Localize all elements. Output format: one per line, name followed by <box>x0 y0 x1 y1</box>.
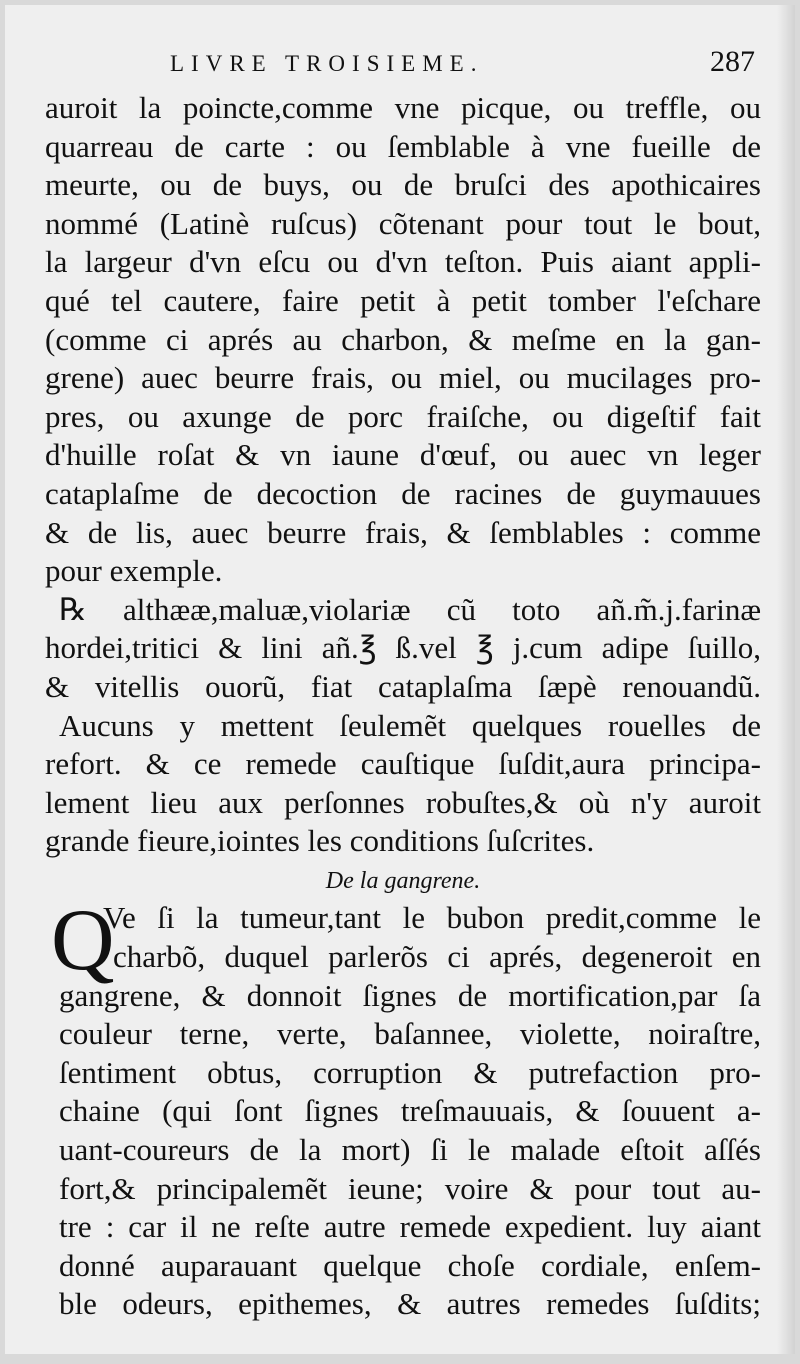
text-line: couleur terne, verte, baſannee, violette, noiraſtre, <box>59 1016 761 1052</box>
text-line: Aucuns y mettent ſeulemẽt quelques rouelles de <box>59 707 761 743</box>
text-line: grande fieure,iointes les conditions ſuſcrites. <box>45 823 595 859</box>
text-line: nommé (Latinè ruſcus) cõtenant pour tout le bout, <box>45 205 761 241</box>
text-line: lement lieu aux perſonnes robuſtes,& où n'y auroit <box>45 784 761 820</box>
text-line: cataplaſme de decoction de racines de guymauues <box>45 475 761 511</box>
paragraph-2 <box>45 707 761 861</box>
section-heading: De la gangrene. <box>325 867 481 894</box>
text-line: Ve ſi la tumeur,tant le bubon predit,comme le <box>103 900 761 936</box>
page-number: 287 <box>710 45 755 78</box>
text-line: d'huille roſat & vn iaune d'œuf, ou auec vn leger <box>45 437 761 473</box>
recipe-block <box>45 591 761 707</box>
text-line: grene) auec beurre frais, ou miel, ou mucilages pro- <box>45 360 761 396</box>
page-edge-shadow <box>777 5 795 1354</box>
text-line: & de lis, auec beurre frais, & ſemblables : comme <box>45 514 761 550</box>
text-line: gangrene, & donnoit ſignes de mortification,par ſa <box>59 977 761 1013</box>
running-head: LIVRE TROISIEME. <box>170 51 484 76</box>
text-line: ble odeurs, epithemes, & autres remedes ſuſdits; <box>59 1286 761 1322</box>
text-line: pour exemple. <box>45 553 223 589</box>
text-line: fort,& principalemẽt ieune; voire & pour tout au- <box>59 1170 761 1206</box>
text-line: donné auparauant quelque choſe cordiale, enſem- <box>59 1247 761 1283</box>
recipe-line: ℞ althææ,maluæ,violariæ cũ toto añ.m̃.j.farinæ <box>59 591 761 627</box>
paragraph-3 <box>45 892 761 1324</box>
drop-cap: Q <box>51 892 115 990</box>
recipe-line: hordei,tritici & lini añ.℥ ß.vel ℥ j.cum adipe ſuillo, <box>45 630 761 666</box>
text-line: chaine (qui ſont ſignes treſmauuais, & ſouuent a- <box>59 1093 761 1129</box>
text-line: tre : car il ne reſte autre remede expedient. luy aiant <box>59 1209 761 1245</box>
text-line: refort. & ce remede cauſtique ſuſdit,aura principa- <box>45 746 761 782</box>
text-line: ſentiment obtus, corruption & putrefaction pro- <box>59 1054 761 1090</box>
text-line: quarreau de carte : ou ſemblable à vne fueille de <box>45 128 761 164</box>
text-line: auroit la poincte,comme vne picque, ou treffle, ou <box>45 90 761 125</box>
text-line: qué tel cautere, faire petit à petit tomber l'eſchare <box>45 282 761 318</box>
recipe-line: & vitellis ouorũ, fiat cataplaſma ſæpè renouandũ. <box>45 668 761 704</box>
text-line: uant-coureurs de la mort) ſi le malade eſtoit aſſés <box>59 1132 761 1168</box>
text-line: la largeur d'vn eſcu ou d'vn teſton. Puis aiant appli- <box>45 244 761 280</box>
book-page <box>5 5 795 1354</box>
text-line: meurte, ou de buys, ou de bruſci des apothicaires <box>45 167 761 203</box>
text-line: (comme ci aprés au charbon, & meſme en la gan- <box>45 321 761 357</box>
text-line: pres, ou axunge de porc fraiſche, ou digeſtif fait <box>45 398 761 434</box>
page-header <box>45 45 755 85</box>
body-text <box>45 89 761 1324</box>
text-line: charbõ, duquel parlerõs ci aprés, degeneroit en <box>113 939 761 975</box>
paragraph-1 <box>45 89 761 591</box>
